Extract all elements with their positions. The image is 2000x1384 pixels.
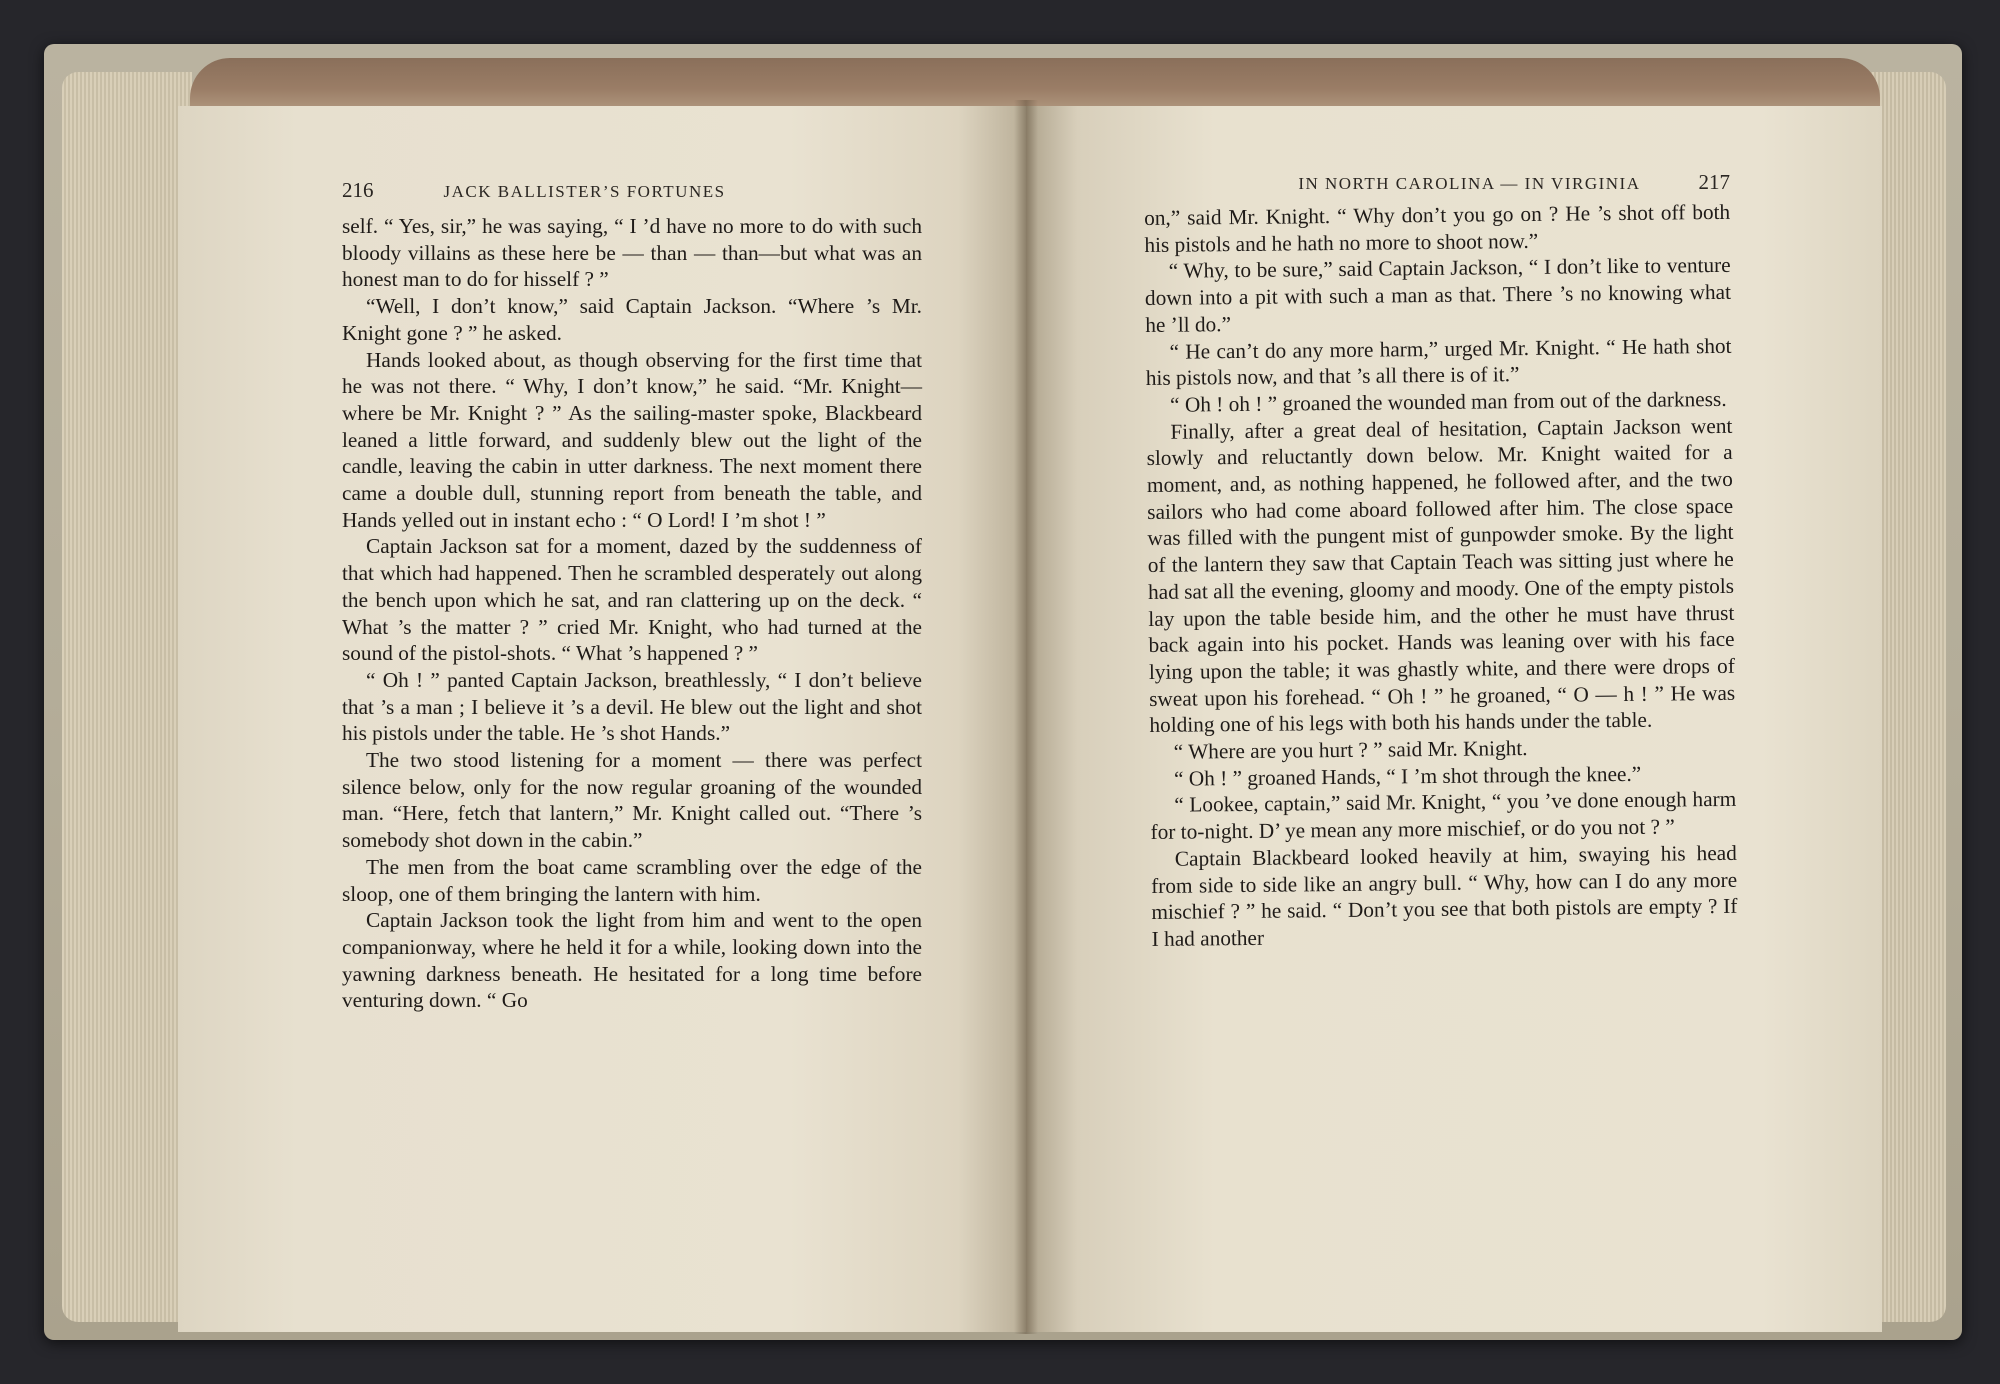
paragraph: Hands looked about, as though observing for the first time that he was not there. “ Why, I don’t know,” he said. “Mr. Knight—where be Mr. Knight ? ” As the sailing-master spoke, Blackbeard leaned a little forward, and suddenly blew out the light of the candle, leaving the cabin in utter darkness. The next moment there came a double dull, stunning report from beneath the table, and Hands yelled out in instant echo : “ O Lord! I ’m shot ! ” (342, 347, 922, 532)
paragraph: “ He can’t do any more harm,” urged Mr. Knight. “ He hath shot his pistols now, and that ’s all there is of it.” (1145, 333, 1732, 391)
left-page (178, 106, 1026, 1332)
right-page (1026, 106, 1882, 1332)
paragraph: “ Oh ! ” panted Captain Jackson, breathlessly, “ I don’t believe that ’s a man ; I believe it ’s a devil. He blew out the light and shot his pistols under the table. He ’s shot Hands.” (342, 667, 922, 746)
paragraph: The men from the boat came scrambling over the edge of the sloop, one of them bringing the lantern with him. (342, 854, 922, 906)
paragraph: Finally, after a great deal of hesitation, Captain Jackson went slowly and reluctantly down below. Mr. Knight waited for a moment, and, as nothing happened, he followed after, and the two sailors who had come aboard followed after him. The close space was filled with the pungent mist of gunpowder smoke. By the light of the lantern they saw that Captain Teach was sitting just where he had sat all the evening, gloomy and moody. One of the empty pistols lay upon the table beside him, and the other he must have thrust back again into his pocket. Hands was leaning over with his face lying upon the table; it was ghastly white, and there were drops of sweat upon his forehead. “ Oh ! ” he groaned, “ O — h ! ” He was holding one of his legs with both his hands under the table. (1146, 413, 1736, 738)
paragraph: “ Lookee, captain,” said Mr. Knight, “ you ’ve done enough harm for to-night. D’ ye mean any more mischief, or do you not ? ” (1150, 787, 1737, 845)
running-title: IN NORTH CAROLINA — IN VIRGINIA (1298, 174, 1641, 193)
paragraph: “ Oh ! oh ! ” groaned the wounded man from out of the darkness. (1169, 386, 1727, 417)
gutter-shadow (1014, 100, 1038, 1334)
body-text (1144, 199, 1738, 953)
paragraph: The two stood listening for a moment — there was perfect silence below, only for the now regular groaning of the wounded man. “Here, fetch that lantern,” Mr. Knight called out. “There ’s somebody shot down in the cabin.” (342, 748, 922, 853)
paragraph: “ Why, to be sure,” said Captain Jackson, “ I don’t like to venture down into a pit with such a man as that. There ’s no knowing what he ’ll do.” (1144, 253, 1732, 337)
running-title: JACK BALLISTER’S FORTUNES (443, 182, 726, 201)
page-edges-left (62, 72, 192, 1322)
running-head-left (342, 178, 922, 203)
body-text (342, 213, 922, 1014)
paragraph: “ Oh ! ” groaned Hands, “ I ’m shot through the knee.” (1173, 761, 1642, 791)
paragraph: Captain Jackson took the light from him and went to the open companionway, where he held it for a while, looking down into the yawning darkness beneath. He hesitated for a long time before venturing down. “ Go (342, 908, 922, 1013)
paragraph: Captain Blackbeard looked heavily at him, swaying his head from side to side like an angry bull. “ Why, how can I do any more mischief ? ” he said. “ Don’t you see that both pistols are empty ? If I had another (1151, 840, 1738, 951)
paragraph: Captain Jackson sat for a moment, dazed by the suddenness of that which had happened. Then he scrambled desperately out along the bench upon which he sat, and ran clattering up on the deck. “ What ’s the matter ? ” cried Mr. Knight, who had turned at the sound of the pistol-shots. “ What ’s happened ? ” (342, 534, 922, 666)
page-number: 216 (342, 178, 374, 202)
page-number: 217 (1698, 170, 1730, 194)
paragraph: self. “ Yes, sir,” he was saying, “ I ’d have no more to do with such bloody villains as these here be — than — than—but what was an honest man to do for hisself ? ” (342, 214, 922, 292)
paragraph: on,” said Mr. Knight. “ Why don’t you go on ? He ’s shot off both his pistols and he hath no more to shoot now.” (1144, 199, 1731, 257)
paragraph: “Well, I don’t know,” said Captain Jackson. “Where ’s Mr. Knight gone ? ” he asked. (342, 294, 922, 345)
running-head-right (1144, 170, 1730, 195)
paragraph: “ Where are you hurt ? ” said Mr. Knight. (1173, 736, 1528, 764)
